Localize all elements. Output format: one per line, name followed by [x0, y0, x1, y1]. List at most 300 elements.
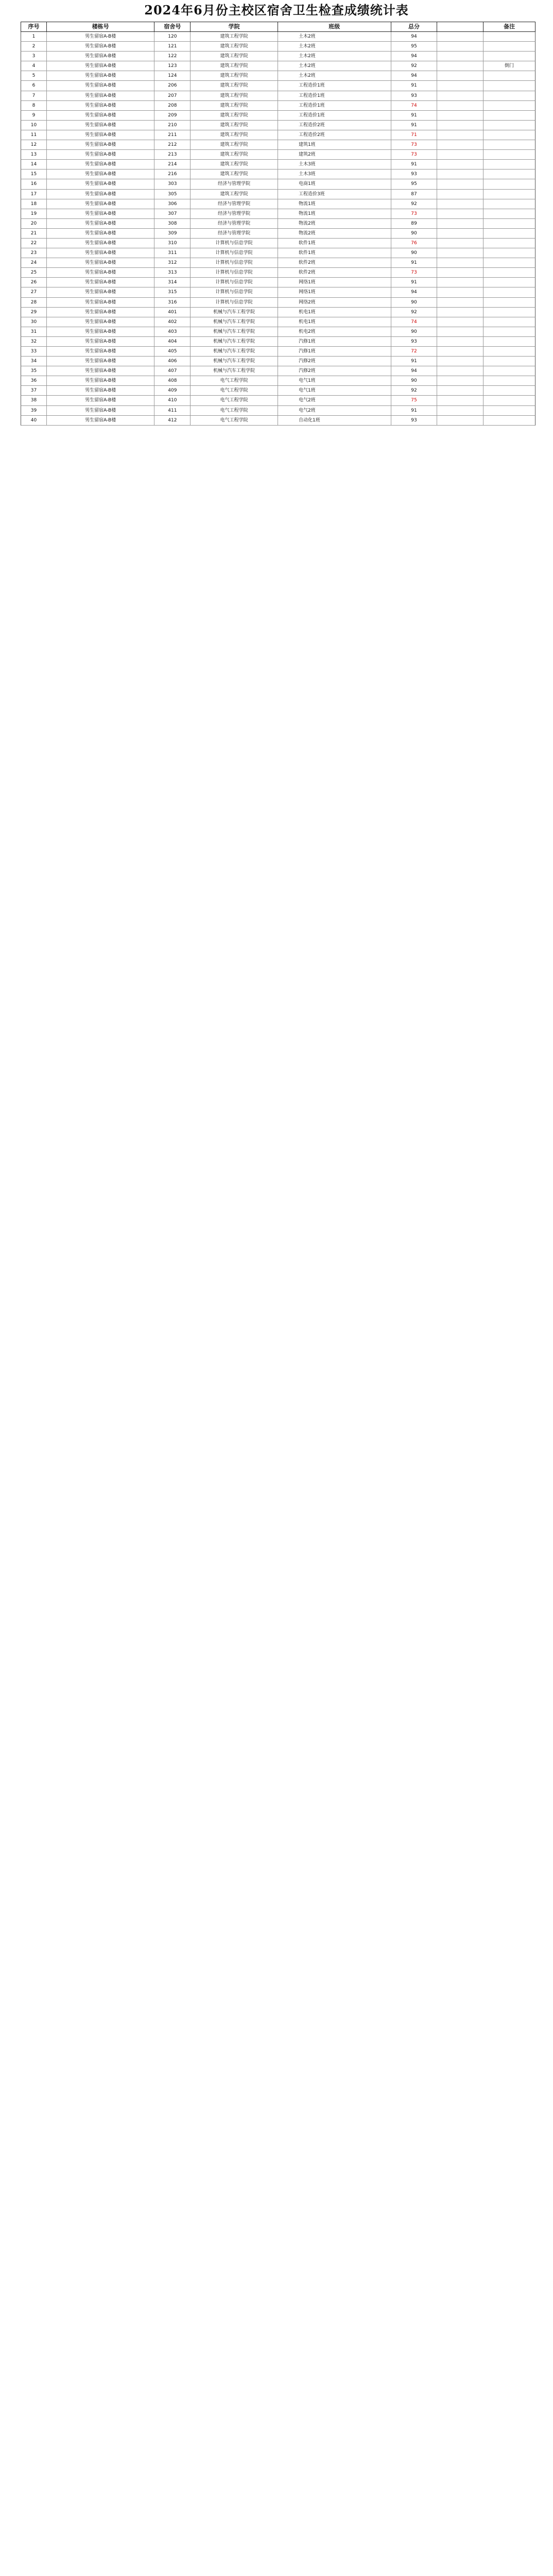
- cell-score: 91: [391, 111, 438, 120]
- table-row: [21, 160, 535, 170]
- cell-college: 机械与汽车工程学院: [191, 327, 278, 336]
- cell-blank: [437, 268, 483, 277]
- cell-college: 计算机与信息学院: [191, 298, 278, 307]
- cell-score: 95: [391, 179, 438, 189]
- cell-index: 39: [21, 406, 47, 415]
- cell-class: 土木2班: [278, 71, 391, 80]
- cell-index: 20: [21, 219, 47, 228]
- table-row: [21, 52, 535, 61]
- cell-blank: [437, 258, 483, 267]
- cell-college: 机械与汽车工程学院: [191, 347, 278, 356]
- cell-note: [483, 317, 535, 327]
- cell-note: [483, 121, 535, 130]
- cell-index: 1: [21, 32, 47, 41]
- table-row: [21, 317, 535, 327]
- cell-note: [483, 386, 535, 395]
- cell-note: [483, 406, 535, 415]
- cell-room: 214: [154, 160, 191, 169]
- cell-note: [483, 248, 535, 258]
- cell-class: 物流1班: [278, 209, 391, 218]
- cell-building: 男生留宿A-B楼: [47, 298, 155, 307]
- cell-blank: [437, 396, 483, 405]
- cell-college: 机械与汽车工程学院: [191, 317, 278, 327]
- cell-index: 3: [21, 52, 47, 61]
- cell-class: 网络2班: [278, 298, 391, 307]
- cell-note: [483, 209, 535, 218]
- cell-room: 406: [154, 357, 191, 366]
- cell-index: 5: [21, 71, 47, 80]
- cell-note: [483, 396, 535, 405]
- cell-college: 建筑工程学院: [191, 130, 278, 140]
- cell-college: 计算机与信息学院: [191, 239, 278, 248]
- cell-note: [483, 130, 535, 140]
- cell-index: 25: [21, 268, 47, 277]
- cell-college: 建筑工程学院: [191, 160, 278, 169]
- cell-index: 18: [21, 199, 47, 209]
- cell-note: [483, 42, 535, 51]
- cell-room: 120: [154, 32, 191, 41]
- cell-college: 建筑工程学院: [191, 81, 278, 90]
- cell-score: 93: [391, 170, 438, 179]
- cell-score: 91: [391, 160, 438, 169]
- cell-index: 30: [21, 317, 47, 327]
- cell-room: 405: [154, 347, 191, 356]
- cell-room: 407: [154, 366, 191, 376]
- cell-college: 建筑工程学院: [191, 91, 278, 100]
- cell-blank: [437, 376, 483, 385]
- cell-building: 男生留宿A-B楼: [47, 248, 155, 258]
- cell-blank: [437, 140, 483, 149]
- cell-class: 工程造价1班: [278, 91, 391, 100]
- cell-college: 建筑工程学院: [191, 61, 278, 71]
- cell-score: 91: [391, 278, 438, 287]
- cell-room: 408: [154, 376, 191, 385]
- cell-index: 14: [21, 160, 47, 169]
- cell-blank: [437, 32, 483, 41]
- table-row: [21, 150, 535, 160]
- cell-college: 机械与汽车工程学院: [191, 357, 278, 366]
- cell-index: 38: [21, 396, 47, 405]
- cell-index: 22: [21, 239, 47, 248]
- cell-room: 404: [154, 337, 191, 346]
- cell-index: 37: [21, 386, 47, 395]
- cell-score: 91: [391, 258, 438, 267]
- cell-index: 35: [21, 366, 47, 376]
- cell-note: [483, 347, 535, 356]
- cell-room: 213: [154, 150, 191, 159]
- cell-class: 软件1班: [278, 239, 391, 248]
- cell-college: 计算机与信息学院: [191, 268, 278, 277]
- table-row: [21, 61, 535, 71]
- cell-building: 男生留宿A-B楼: [47, 376, 155, 385]
- cell-college: 电气工程学院: [191, 416, 278, 425]
- cell-score: 90: [391, 229, 438, 238]
- header-room: 宿舍号: [154, 22, 191, 31]
- cell-class: 土木3班: [278, 170, 391, 179]
- cell-score: 91: [391, 357, 438, 366]
- cell-blank: [437, 52, 483, 61]
- cell-class: 土木2班: [278, 61, 391, 71]
- cell-blank: [437, 287, 483, 297]
- cell-note: [483, 71, 535, 80]
- cell-score: 75: [391, 396, 438, 405]
- cell-class: 工程造价1班: [278, 81, 391, 90]
- cell-blank: [437, 406, 483, 415]
- cell-score: 93: [391, 337, 438, 346]
- cell-college: 电气工程学院: [191, 376, 278, 385]
- cell-college: 建筑工程学院: [191, 170, 278, 179]
- cell-blank: [437, 150, 483, 159]
- cell-blank: [437, 278, 483, 287]
- cell-college: 经济与管理学院: [191, 219, 278, 228]
- cell-college: 建筑工程学院: [191, 121, 278, 130]
- cell-building: 男生留宿A-B楼: [47, 219, 155, 228]
- cell-room: 123: [154, 61, 191, 71]
- cell-college: 机械与汽车工程学院: [191, 366, 278, 376]
- table-row: [21, 130, 535, 140]
- cell-score: 94: [391, 366, 438, 376]
- cell-index: 33: [21, 347, 47, 356]
- table-row: [21, 121, 535, 130]
- table-row: [21, 179, 535, 189]
- cell-score: 92: [391, 308, 438, 317]
- cell-college: 经济与管理学院: [191, 179, 278, 189]
- cell-building: 男生留宿A-B楼: [47, 239, 155, 248]
- cell-note: [483, 160, 535, 169]
- cell-note: [483, 376, 535, 385]
- cell-room: 307: [154, 209, 191, 218]
- cell-score: 90: [391, 248, 438, 258]
- cell-building: 男生留宿A-B楼: [47, 111, 155, 120]
- cell-index: 21: [21, 229, 47, 238]
- cell-note: [483, 140, 535, 149]
- cell-building: 男生留宿A-B楼: [47, 278, 155, 287]
- cell-score: 93: [391, 91, 438, 100]
- cell-blank: [437, 199, 483, 209]
- cell-building: 男生留宿A-B楼: [47, 287, 155, 297]
- header-index: 序号: [21, 22, 47, 31]
- cell-room: 216: [154, 170, 191, 179]
- table-row: [21, 239, 535, 248]
- cell-class: 电气1班: [278, 376, 391, 385]
- cell-class: 网络1班: [278, 278, 391, 287]
- cell-score: 94: [391, 52, 438, 61]
- table-row: [21, 209, 535, 219]
- table-row: [21, 91, 535, 101]
- cell-room: 410: [154, 396, 191, 405]
- cell-class: 建筑2班: [278, 150, 391, 159]
- cell-blank: [437, 298, 483, 307]
- cell-note: [483, 287, 535, 297]
- header-note: 备注: [504, 23, 515, 30]
- cell-class: 自动化1班: [278, 416, 391, 425]
- cell-room: 212: [154, 140, 191, 149]
- cell-class: 电气2班: [278, 406, 391, 415]
- cell-room: 316: [154, 298, 191, 307]
- cell-college: 计算机与信息学院: [191, 287, 278, 297]
- cell-index: 8: [21, 101, 47, 110]
- cell-blank: [437, 160, 483, 169]
- page-title: 2024年6月份主校区宿舍卫生检查成绩统计表: [144, 3, 409, 18]
- header-blank: [437, 22, 483, 31]
- table-row: [21, 347, 535, 357]
- cell-class: 工程造价1班: [278, 101, 391, 110]
- cell-blank: [437, 121, 483, 130]
- cell-blank: [437, 219, 483, 228]
- table-row: [21, 337, 535, 347]
- cell-score: 94: [391, 32, 438, 41]
- cell-college: 建筑工程学院: [191, 52, 278, 61]
- cell-class: 土木2班: [278, 42, 391, 51]
- cell-college: 经济与管理学院: [191, 199, 278, 209]
- cell-index: 27: [21, 287, 47, 297]
- cell-index: 23: [21, 248, 47, 258]
- cell-college: 经济与管理学院: [191, 209, 278, 218]
- cell-index: 19: [21, 209, 47, 218]
- cell-index: 4: [21, 61, 47, 71]
- cell-score: 71: [391, 130, 438, 140]
- cell-index: 32: [21, 337, 47, 346]
- cell-index: 13: [21, 150, 47, 159]
- cell-class: 机电2班: [278, 327, 391, 336]
- cell-score: 91: [391, 81, 438, 90]
- cell-note: [483, 239, 535, 248]
- cell-room: 310: [154, 239, 191, 248]
- cell-blank: [437, 239, 483, 248]
- cell-note: [483, 81, 535, 90]
- cell-class: 软件2班: [278, 268, 391, 277]
- cell-index: 29: [21, 308, 47, 317]
- cell-college: 建筑工程学院: [191, 71, 278, 80]
- cell-building: 男生留宿A-B楼: [47, 268, 155, 277]
- cell-class: 机电1班: [278, 308, 391, 317]
- cell-building: 男生留宿A-B楼: [47, 386, 155, 395]
- cell-room: 306: [154, 199, 191, 209]
- cell-building: 男生留宿A-B楼: [47, 366, 155, 376]
- cell-building: 男生留宿A-B楼: [47, 81, 155, 90]
- cell-blank: [437, 190, 483, 199]
- table-row: [21, 376, 535, 386]
- cell-blank: [437, 357, 483, 366]
- cell-blank: [437, 248, 483, 258]
- cell-note: [483, 179, 535, 189]
- cell-note: [483, 101, 535, 110]
- table-row: [21, 357, 535, 366]
- cell-score: 90: [391, 327, 438, 336]
- cell-college: 电气工程学院: [191, 386, 278, 395]
- table-row: [21, 268, 535, 278]
- table-row: [21, 278, 535, 287]
- cell-class: 土木3班: [278, 160, 391, 169]
- cell-college: 经济与管理学院: [191, 229, 278, 238]
- cell-blank: [437, 179, 483, 189]
- cell-class: 电气2班: [278, 396, 391, 405]
- table-row: [21, 287, 535, 297]
- cell-room: 402: [154, 317, 191, 327]
- cell-college: 机械与汽车工程学院: [191, 308, 278, 317]
- cell-college: 计算机与信息学院: [191, 278, 278, 287]
- table-row: [21, 199, 535, 209]
- cell-blank: [437, 91, 483, 100]
- cell-building: 男生留宿A-B楼: [47, 140, 155, 149]
- cell-index: 9: [21, 111, 47, 120]
- cell-building: 男生留宿A-B楼: [47, 337, 155, 346]
- cell-building: 男生留宿A-B楼: [47, 357, 155, 366]
- cell-index: 10: [21, 121, 47, 130]
- cell-score: 90: [391, 298, 438, 307]
- cell-blank: [437, 386, 483, 395]
- table-row: [21, 308, 535, 317]
- cell-building: 男生留宿A-B楼: [47, 179, 155, 189]
- cell-index: 34: [21, 357, 47, 366]
- cell-class: 汽修1班: [278, 337, 391, 346]
- cell-class: 工程造价3班: [278, 190, 391, 199]
- cell-note: [483, 416, 535, 425]
- cell-note: [483, 170, 535, 179]
- table-row: [21, 416, 535, 426]
- cell-blank: [437, 42, 483, 51]
- cell-class: 汽修2班: [278, 366, 391, 376]
- cell-building: 男生留宿A-B楼: [47, 229, 155, 238]
- cell-college: 电气工程学院: [191, 406, 278, 415]
- cell-class: 汽修2班: [278, 357, 391, 366]
- cell-note: [483, 190, 535, 199]
- cell-college: 建筑工程学院: [191, 150, 278, 159]
- cell-blank: [437, 416, 483, 425]
- cell-index: 31: [21, 327, 47, 336]
- cell-index: 28: [21, 298, 47, 307]
- table-row: [21, 327, 535, 337]
- cell-index: 6: [21, 81, 47, 90]
- cell-building: 男生留宿A-B楼: [47, 121, 155, 130]
- cell-note: [483, 308, 535, 317]
- cell-blank: [437, 81, 483, 90]
- cell-class: 物流2班: [278, 219, 391, 228]
- cell-score: 73: [391, 268, 438, 277]
- cell-note: [483, 366, 535, 376]
- cell-note: [483, 32, 535, 41]
- cell-blank: [437, 229, 483, 238]
- cell-score: 91: [391, 121, 438, 130]
- cell-building: 男生留宿A-B楼: [47, 32, 155, 41]
- cell-blank: [437, 327, 483, 336]
- header-building: 楼栋号: [47, 22, 155, 31]
- cell-class: 工程造价2班: [278, 130, 391, 140]
- cell-room: 401: [154, 308, 191, 317]
- cell-score: 73: [391, 209, 438, 218]
- table-body: [21, 32, 535, 426]
- cell-note: [483, 278, 535, 287]
- cell-class: 工程造价1班: [278, 111, 391, 120]
- cell-building: 男生留宿A-B楼: [47, 209, 155, 218]
- cell-score: 73: [391, 140, 438, 149]
- cell-room: 411: [154, 406, 191, 415]
- cell-blank: [437, 71, 483, 80]
- cell-room: 309: [154, 229, 191, 238]
- cell-room: 124: [154, 71, 191, 80]
- table-row: [21, 101, 535, 111]
- cell-note: [483, 150, 535, 159]
- cell-college: 电气工程学院: [191, 396, 278, 405]
- table-row: [21, 396, 535, 405]
- cell-class: 机电1班: [278, 317, 391, 327]
- cell-building: 男生留宿A-B楼: [47, 101, 155, 110]
- cell-building: 男生留宿A-B楼: [47, 416, 155, 425]
- table-row: [21, 170, 535, 179]
- table-row: [21, 140, 535, 150]
- cell-room: 403: [154, 327, 191, 336]
- cell-building: 男生留宿A-B楼: [47, 308, 155, 317]
- cell-room: 303: [154, 179, 191, 189]
- table-row: [21, 81, 535, 91]
- cell-building: 男生留宿A-B楼: [47, 42, 155, 51]
- cell-building: 男生留宿A-B楼: [47, 199, 155, 209]
- header-score: 总分: [391, 22, 438, 31]
- cell-building: 男生留宿A-B楼: [47, 347, 155, 356]
- cell-note: 倒门: [505, 63, 514, 69]
- cell-building: 男生留宿A-B楼: [47, 160, 155, 169]
- header-college: 学院: [191, 22, 278, 31]
- cell-index: 16: [21, 179, 47, 189]
- cell-note: [483, 327, 535, 336]
- cell-blank: [437, 347, 483, 356]
- cell-college: 建筑工程学院: [191, 32, 278, 41]
- cell-score: 73: [391, 150, 438, 159]
- cell-room: 409: [154, 386, 191, 395]
- table-row: [21, 42, 535, 52]
- cell-index: 15: [21, 170, 47, 179]
- cell-college: 建筑工程学院: [191, 42, 278, 51]
- cell-note: [483, 357, 535, 366]
- cell-room: 206: [154, 81, 191, 90]
- table-row: [21, 229, 535, 239]
- cell-score: 95: [391, 42, 438, 51]
- cell-score: 76: [391, 239, 438, 248]
- cell-index: 24: [21, 258, 47, 267]
- cell-building: 男生留宿A-B楼: [47, 150, 155, 159]
- cell-class: 软件2班: [278, 258, 391, 267]
- cell-score: 72: [391, 347, 438, 356]
- cell-note: [483, 111, 535, 120]
- cell-score: 92: [391, 199, 438, 209]
- table-row: [21, 71, 535, 81]
- cell-class: 土木2班: [278, 52, 391, 61]
- cell-index: 36: [21, 376, 47, 385]
- cell-note: [483, 52, 535, 61]
- cell-note: [483, 199, 535, 209]
- cell-blank: [437, 317, 483, 327]
- cell-college: 机械与汽车工程学院: [191, 337, 278, 346]
- cell-room: 207: [154, 91, 191, 100]
- cell-score: 89: [391, 219, 438, 228]
- cell-score: 94: [391, 287, 438, 297]
- cell-score: 91: [391, 406, 438, 415]
- cell-room: 122: [154, 52, 191, 61]
- cell-class: 网络1班: [278, 287, 391, 297]
- cell-score: 87: [391, 190, 438, 199]
- cell-building: 男生留宿A-B楼: [47, 170, 155, 179]
- table-row: [21, 32, 535, 42]
- cell-building: 男生留宿A-B楼: [47, 406, 155, 415]
- table-row: [21, 366, 535, 376]
- cell-building: 男生留宿A-B楼: [47, 317, 155, 327]
- cell-blank: [437, 209, 483, 218]
- cell-blank: [437, 337, 483, 346]
- cell-college: 建筑工程学院: [191, 111, 278, 120]
- cell-index: 12: [21, 140, 47, 149]
- cell-blank: [437, 101, 483, 110]
- cell-score: 93: [391, 416, 438, 425]
